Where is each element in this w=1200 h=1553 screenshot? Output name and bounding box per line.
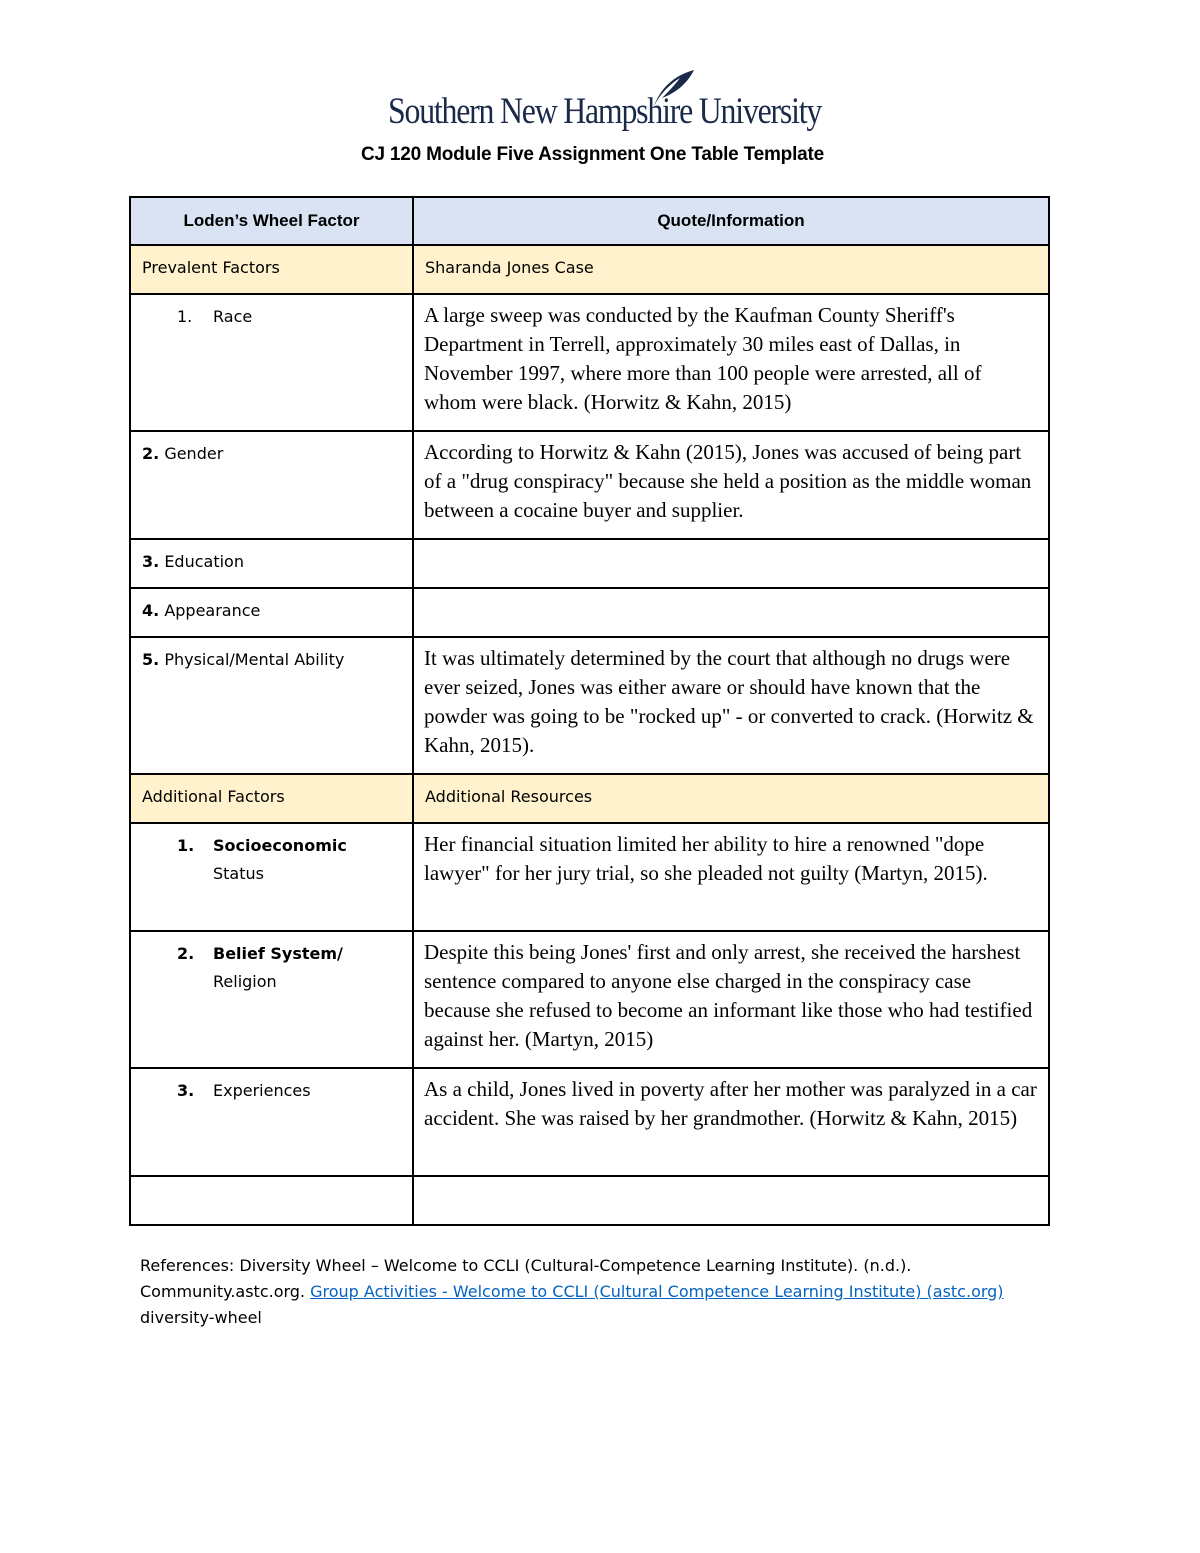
table-row [130,823,1049,931]
factor-info: As a child, Jones lived in poverty after her mother was paralyzed in a car accident. She was raised by her grandmother. (Horwitz & Kahn, 2015) [424,1077,1037,1130]
section-resources: Additional Resources [425,787,593,806]
factor-info [414,540,1048,546]
factor-info: According to Horwitz & Kahn (2015), Jones was accused of being part of a "drug conspiracy" because she held a position as the middle woman between a cocaine buyer and supplier. [424,440,1032,522]
section-label: Additional Factors [142,787,285,806]
column-header: Quote/Information [413,197,1049,245]
page-title: CJ 120 Module Five Assignment One Table Template [360,144,825,165]
table-row [130,931,1049,1068]
factor-label: 5. Physical/Mental Ability [142,650,345,669]
table-row [130,294,1049,431]
table-header-row [130,197,1049,245]
table-row [130,637,1049,774]
references-suffix: diversity-wheel [140,1308,262,1327]
factor-label: 2. Gender [142,444,224,463]
factor-label: 2. Belief System/ Religion [177,944,343,991]
table-row [130,431,1049,539]
factor-info: A large sweep was conducted by the Kaufman County Sheriff's Department in Terrell, approximately 30 miles east of Dallas, in November 1997, where more than 100 people were arrested, all of whom were black. (Horwitz & Kahn, 2015) [424,303,982,414]
table-row-empty [130,1176,1049,1225]
factor-info: Despite this being Jones' first and only arrest, she received the harshest sentence compared to anyone else charged in the conspiracy case because she refused to become an informant like those who had testified against her. (Martyn, 2015) [424,940,1033,1051]
logo-wordmark: Southern New Hampshire University [388,91,822,132]
section-label: Prevalent Factors [142,258,280,277]
section-case: Sharanda Jones Case [425,258,594,277]
university-logo [388,68,828,138]
references [140,1253,1020,1331]
column-header: Loden’s Wheel Factor [130,197,413,245]
references-text: References: Diversity Wheel – Welcome to CCLI (Cultural-Competence Learning Institute). (n.d.). Community.astc.org. [140,1256,912,1301]
table-row [130,588,1049,637]
lodens-wheel-table [129,196,1050,1226]
factor-label: 4. Appearance [142,601,261,620]
table-row [130,1068,1049,1176]
factor-info [414,589,1048,595]
factor-label: 3. Education [142,552,244,571]
section-row-additional [130,774,1049,823]
factor-info: Her financial situation limited her ability to hire a renowned "dope lawyer" for her jury trial, so she pleaded not guilty (Martyn, 2015). [424,832,988,885]
factor-label: 1. Socioeconomic Status [177,836,347,883]
group-activities-link[interactable]: Group Activities - Welcome to CCLI (Cultural Competence Learning Institute) (astc.org) [310,1282,1004,1301]
table-row [130,539,1049,588]
section-row-prevalent [130,245,1049,294]
factor-info: It was ultimately determined by the court that although no drugs were ever seized, Jones was either aware or should have known that the powder was going to be "rocked up" - or converted to crack. (Horwitz & Kahn, 2015). [424,646,1034,757]
factor-label: 3. Experiences [177,1081,311,1100]
factor-label: 1. Race [177,307,253,326]
